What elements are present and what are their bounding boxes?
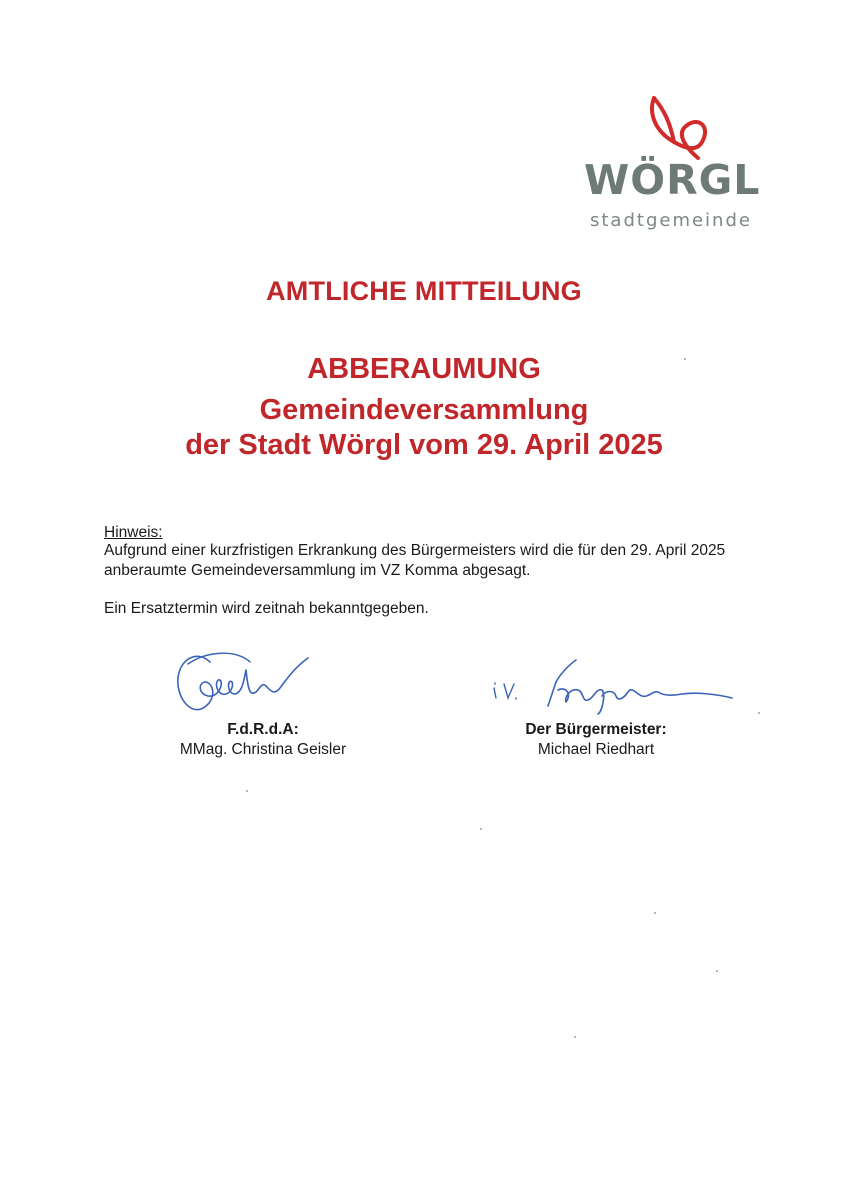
scan-speck xyxy=(246,790,248,792)
logo-subtitle: stadtgemeinde xyxy=(590,210,752,231)
notice-follow-up: Ein Ersatztermin wird zeitnah bekanntgegeben. xyxy=(104,600,429,617)
subject-line-1: ABBERAUMUNG xyxy=(307,353,541,385)
signature-role-right: Der Bürgermeister: xyxy=(525,721,667,738)
butterfly-logo-icon xyxy=(646,92,716,164)
signature-name-right: Michael Riedhart xyxy=(537,741,655,758)
signature-block-left xyxy=(158,640,368,760)
notice-label: Hinweis: xyxy=(104,524,163,541)
notice-body: Aufgrund einer kurzfristigen Erkrankung des Bürgermeisters wird die für den 29. April 2025 anberaumte Gemeindeversammlung im VZ Komma abgesagt. xyxy=(104,542,726,579)
scan-speck xyxy=(684,358,686,360)
signature-role-left: F.d.R.d.A: xyxy=(227,721,299,738)
stadtgemeinde-woergl-logo xyxy=(582,92,762,242)
scan-speck xyxy=(758,712,760,714)
scan-speck xyxy=(480,828,482,830)
document-title: AMTLICHE MITTEILUNG xyxy=(266,276,582,306)
subject-line-3: der Stadt Wörgl vom 29. April 2025 xyxy=(185,429,663,461)
logo-wordmark: WÖRGL xyxy=(584,156,761,204)
scan-speck xyxy=(574,1036,576,1038)
signature-name-left: MMag. Christina Geisler xyxy=(179,741,347,758)
scan-speck xyxy=(654,912,656,914)
handwritten-signature-geisler xyxy=(158,640,368,720)
scan-speck xyxy=(716,970,718,972)
handwritten-signature-iv xyxy=(486,640,746,720)
signature-block-right xyxy=(486,640,706,760)
subject-line-2: Gemeindeversammlung xyxy=(259,394,589,426)
